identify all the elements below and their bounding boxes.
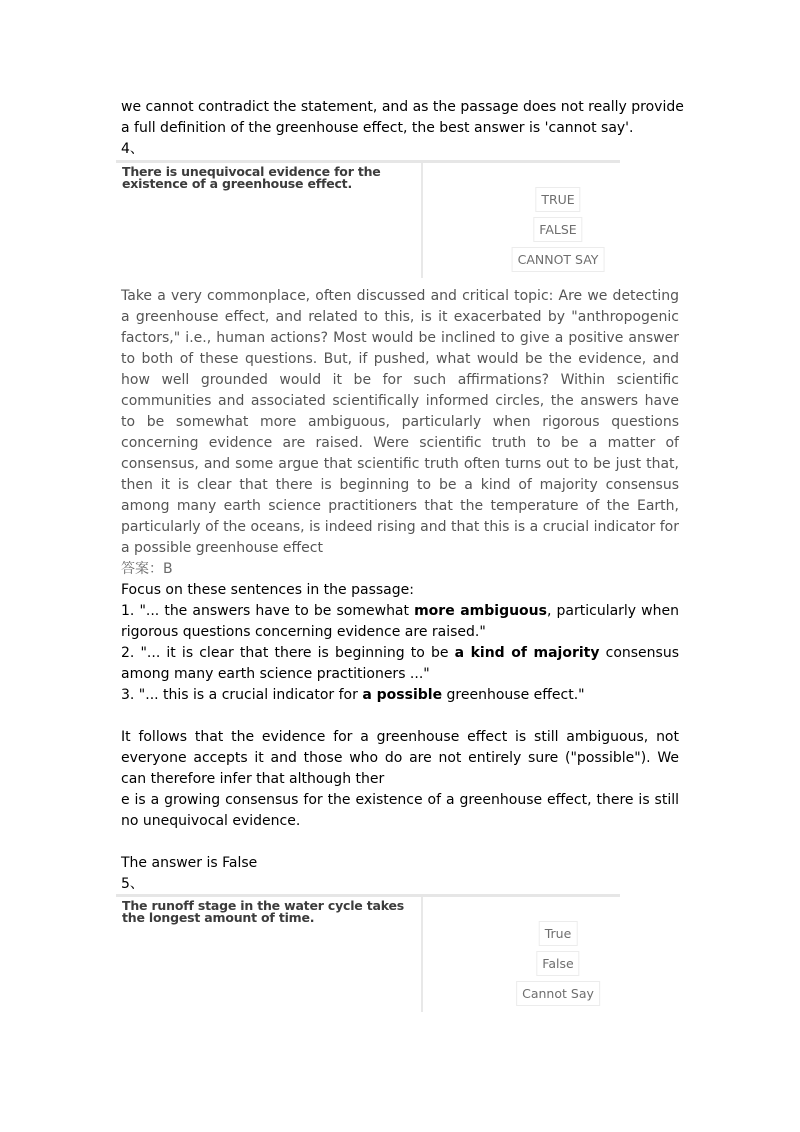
- conclusion-paragraph-1: It follows that the evidence for a greenhouse effect is still ambiguous, not everyone accepts it and those who do are not entirely sure ("possible"). We can therefore infer that although ther: [121, 729, 679, 787]
- question-5-divider: [421, 897, 423, 1012]
- question-4-topline: [116, 160, 620, 163]
- intro-line-1: we cannot contradict the statement, and as the passage does not really provide: [121, 99, 684, 115]
- focus-item-2: [121, 643, 679, 685]
- focus-item-3-post: greenhouse effect.": [442, 687, 585, 703]
- focus-item-1-post: , particularly when rigorous questions concerning evidence are raised.": [121, 603, 679, 640]
- answer-statement: The answer is False: [121, 855, 258, 871]
- option-false-button[interactable]: FALSE: [533, 217, 582, 242]
- question-4-number: 4、: [121, 141, 144, 157]
- focus-intro: Focus on these sentences in the passage:: [121, 582, 414, 598]
- question-5-statement: The runoff stage in the water cycle takes the longest amount of time.: [122, 898, 405, 925]
- option-true-button[interactable]: TRUE: [535, 187, 580, 212]
- option-false-button[interactable]: False: [536, 951, 579, 976]
- intro-line-2: a full definition of the greenhouse effect, the best answer is 'cannot say'.: [121, 120, 634, 136]
- question-4-divider: [421, 163, 423, 278]
- focus-item-3: [121, 685, 679, 706]
- focus-item-3-bold: a possible: [362, 687, 443, 703]
- question-4-box: [116, 160, 620, 278]
- focus-item-2-post: consensus among many earth science practitioners ...": [121, 645, 680, 682]
- focus-item-2-bold: a kind of majority: [454, 645, 600, 661]
- option-cannot-say-button[interactable]: CANNOT SAY: [512, 247, 605, 272]
- focus-item-2-pre: 2. "... it is clear that there is beginning to be: [121, 645, 455, 661]
- option-true-button[interactable]: True: [539, 921, 578, 946]
- focus-item-1-pre: 1. "... the answers have to be somewhat: [121, 603, 415, 619]
- option-cannot-say-button[interactable]: Cannot Say: [516, 981, 600, 1006]
- question-4-statement: There is unequivocal evidence for the existence of a greenhouse effect.: [122, 164, 381, 191]
- focus-item-3-pre: 3. "... this is a crucial indicator for: [121, 687, 363, 703]
- question-5-topline: [116, 894, 620, 897]
- focus-item-1-bold: more ambiguous: [414, 603, 547, 619]
- focus-item-1: [121, 601, 679, 643]
- question-5-box: [116, 894, 620, 1012]
- passage-text: Take a very commonplace, often discussed and critical topic: Are we detecting a greenhouse effect, and related to this, is it exacerbated by "anthropogenic factors," i.e., human actions? Most would be inclined to give a positive answer to both of these questions. But, if pushed, what would be the evidence, and how well grounded would it be for such affirmations? Within scientific communities and associated scientifically informed circles, the answers have to be somewhat more ambiguous, particularly when rigorous questions concerning evidence are raised. Were scientific truth to be a matter of consensus, and some argue that scientific truth often turns out to be just that, then it is clear that there is beginning to be a kind of majority consensus among many earth science practitioners that the temperature of the Earth, particularly of the oceans, is indeed rising and that this is a crucial indicator for a possible greenhouse effect: [121, 288, 679, 556]
- answer-label: 答案：B: [121, 561, 173, 577]
- question-5-number: 5、: [121, 876, 144, 892]
- conclusion-paragraph-2: e is a growing consensus for the existence of a greenhouse effect, there is still no unequivocal evidence.: [121, 792, 679, 829]
